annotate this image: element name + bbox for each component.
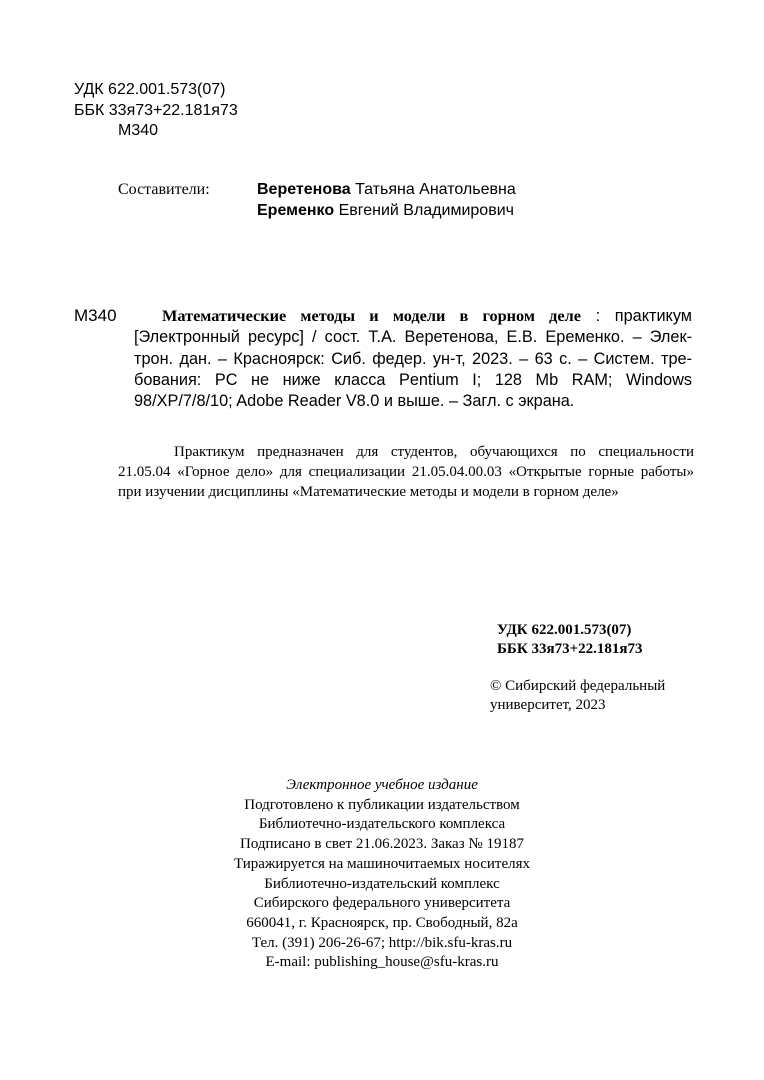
entry-line-1-rest: : практикум: [580, 307, 693, 325]
imprint-line: E-mail: publishing_house@sfu-kras.ru: [265, 954, 499, 971]
classification-udk: УДК 622.001.573(07): [497, 622, 632, 638]
annotation-line-1: Практикум предназначен для студентов, обучающихся по специальности: [174, 444, 694, 460]
imprint-line: Подготовлено к публикации издательством: [244, 796, 520, 813]
entry-line-2: [Электронный ресурс] / сост. Т.А. Веретенова, Е.В. Еременко. – Элек-: [134, 328, 692, 347]
imprint-line: 660041, г. Красноярск, пр. Свободный, 82а: [246, 914, 518, 931]
edition-type: Электронное учебное издание: [286, 777, 478, 793]
copyright-line-2: университет, 2023: [490, 697, 606, 713]
imprint-line: Тел. (391) 206-26-67; http://bik.sfu-kras.ru: [251, 934, 513, 951]
copyright-line-1: © Сибирский федеральный: [490, 678, 666, 694]
entry-code: М340: [74, 306, 117, 325]
compilers-label: Составители:: [118, 181, 210, 198]
entry-title: Математические методы и модели в горном деле: [162, 306, 581, 325]
imprint: [200, 776, 564, 973]
compiler-1-surname: Веретенова: [257, 181, 351, 198]
compiler-2: [257, 200, 514, 221]
compiler-1-names: Татьяна Анатольевна: [355, 181, 516, 198]
compiler-1: [257, 179, 516, 200]
compiler-2-surname: Еременко: [257, 202, 335, 219]
entry-line-1: [134, 305, 692, 327]
imprint-line: Сибирского федерального университета: [253, 895, 511, 912]
annotation-line-2: 21.05.04 «Горное дело» для специализации 21.05.04.00.03 «Открытые горные работы»: [118, 464, 694, 480]
entry-line-4: бования: PC не ниже класса Pentium I; 128 Mb RAM; Windows: [134, 370, 692, 389]
annotation: [118, 442, 694, 502]
entry-line-5: 98/XP/7/8/10; Adobe Reader V8.0 и выше. – Загл. с экрана.: [134, 392, 575, 411]
classification-bbk: ББК 33я73+22.181я73: [497, 641, 643, 657]
imprint-line: Библиотечно-издательский комплекс: [264, 875, 500, 892]
bibliographic-entry: [134, 305, 692, 412]
header-udk: УДК 622.001.573(07): [74, 81, 226, 98]
imprint-line: Подписано в свет 21.06.2023. Заказ № 19187: [240, 836, 524, 853]
imprint-line: Тиражируется на машиночитаемых носителях: [233, 855, 530, 872]
header-author-code: М340: [118, 122, 159, 139]
compiler-2-names: Евгений Владимирович: [338, 202, 514, 219]
annotation-line-3: при изучении дисциплины «Математические методы и модели в горном деле»: [118, 484, 619, 500]
header-bbk: ББК 33я73+22.181я73: [74, 102, 238, 119]
entry-line-3: трон. дан. – Красноярск: Сиб. федер. ун-т, 2023. – 63 с. – Систем. тре-: [134, 349, 692, 368]
imprint-line: Библиотечно-издательского комплекса: [258, 816, 506, 833]
